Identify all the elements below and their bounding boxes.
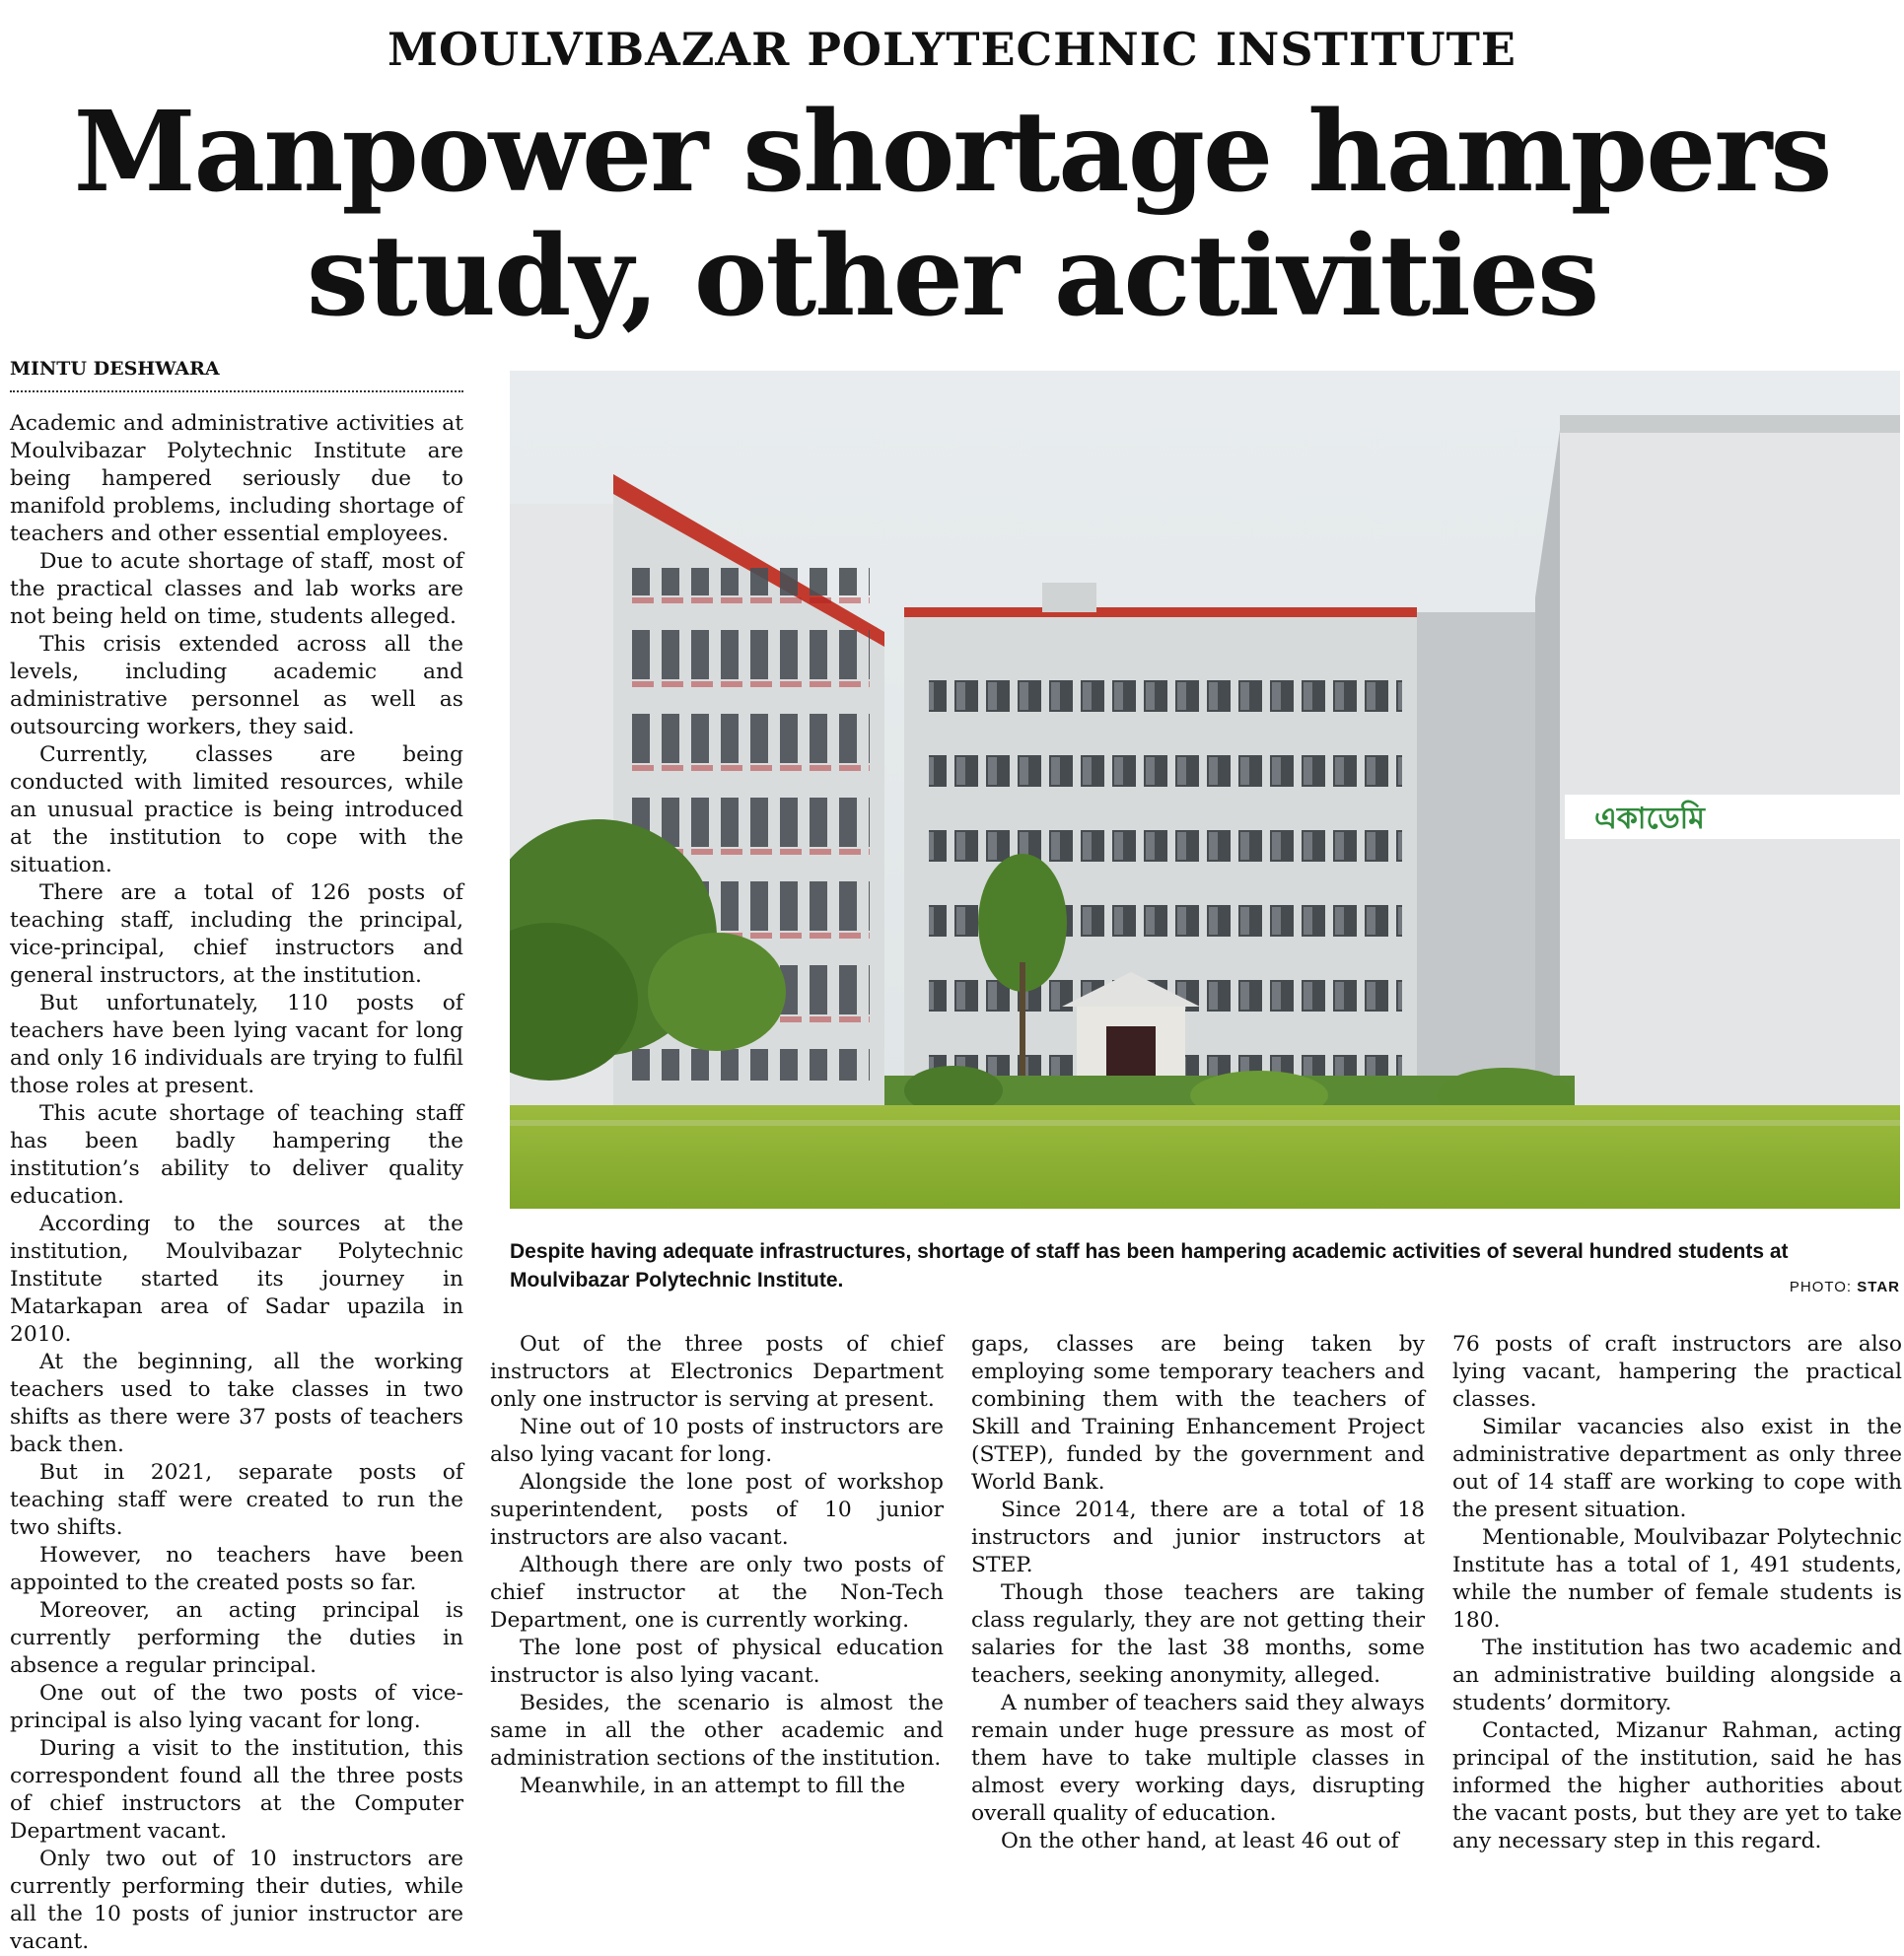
headline <box>0 88 1904 341</box>
paragraph: Although there are only two posts of chief instructor at the Non-Tech Department, one is currently working. <box>490 1553 944 1633</box>
photo-credit-label: PHOTO: <box>1789 1279 1853 1295</box>
paragraph: A number of teachers said they always remain under huge pressure as most of them have to take multiple classes in almost every working days, disrupting overall quality of education. <box>971 1691 1425 1826</box>
paragraph: Out of the three posts of chief instructors at Electronics Department only one instructor is serving at present. <box>490 1332 944 1412</box>
paragraph: According to the sources at the institution, Moulvibazar Polytechnic Institute started its journey in Matarkapan area of Sadar upazila in 2010. <box>10 1212 463 1347</box>
article-column-1 <box>10 410 463 1956</box>
paragraph: The lone post of physical education instructor is also lying vacant. <box>490 1636 944 1688</box>
paragraph: Though those teachers are taking class regularly, they are not getting their salaries for the last 38 months, some teachers, seeking anonymity, alleged. <box>971 1580 1425 1688</box>
paragraph: One out of the two posts of vice-principal is also lying vacant for long. <box>10 1681 463 1733</box>
article-column-4 <box>1452 1331 1902 1855</box>
photo-credit-source: STAR <box>1857 1279 1900 1295</box>
building-sign-text: একাডেমি <box>1594 802 1705 836</box>
photo-credit <box>1790 1279 1900 1295</box>
paragraph: Nine out of 10 posts of instructors are also lying vacant for long. <box>490 1415 944 1467</box>
paragraph: Only two out of 10 instructors are currently performing their duties, while all the 10 posts of junior instructor are vacant. <box>10 1847 463 1954</box>
paragraph: Academic and administrative activities at Moulvibazar Polytechnic Institute are being hampered seriously due to manifold problems, including shortage of teachers and other essential employees. <box>10 411 463 546</box>
photo-caption: Despite having adequate infrastructures, shortage of staff has been hampering academic activities of several hundred students at Moulvibazar Polytechnic Institute. <box>510 1240 1789 1292</box>
paragraph: However, no teachers have been appointed to the created posts so far. <box>10 1543 463 1595</box>
headline-line-2: study, other activities <box>306 212 1598 341</box>
paragraph: Since 2014, there are a total of 18 instructors and junior instructors at STEP. <box>971 1498 1425 1577</box>
paragraph: Due to acute shortage of staff, most of the practical classes and lab works are not being held on time, students alleged. <box>10 549 463 629</box>
paragraph: During a visit to the institution, this correspondent found all the three posts of chief instructors at the Computer Department vacant. <box>10 1736 463 1844</box>
paragraph: Moreover, an acting principal is currently performing the duties in absence a regular principal. <box>10 1598 463 1678</box>
paragraph: Contacted, Mizanur Rahman, acting principal of the institution, said he has informed the higher authorities about the vacant posts, but they are yet to take any necessary step in this regard. <box>1452 1718 1902 1853</box>
paragraph: 76 posts of craft instructors are also lying vacant, hampering the practical classes. <box>1452 1332 1902 1412</box>
paragraph: This acute shortage of teaching staff has been badly hampering the institution’s ability to deliver quality education. <box>10 1101 463 1209</box>
article-column-3 <box>971 1331 1425 1855</box>
byline: MINTU DESHWARA <box>10 357 463 392</box>
paragraph: The institution has two academic and an administrative building alongside a students’ dormitory. <box>1452 1636 1902 1715</box>
article-column-2 <box>490 1331 944 1800</box>
paragraph: At the beginning, all the working teachers used to take classes in two shifts as there were 37 posts of teachers back then. <box>10 1350 463 1457</box>
paragraph: Meanwhile, in an attempt to fill the <box>520 1774 906 1798</box>
paragraph: On the other hand, at least 46 out of <box>1001 1829 1399 1853</box>
paragraph: But in 2021, separate posts of teaching staff were created to run the two shifts. <box>10 1460 463 1540</box>
paragraph: Currently, classes are being conducted with limited resources, while an unusual practice is being introduced at the institution to cope with the situation. <box>10 742 463 877</box>
article-photo <box>510 371 1900 1209</box>
paragraph: Alongside the lone post of workshop superintendent, posts of 10 junior instructors are also vacant. <box>490 1470 944 1550</box>
paragraph: There are a total of 126 posts of teaching staff, including the principal, vice-principal, chief instructors and general instructors, at the institution. <box>10 880 463 988</box>
paragraph: Mentionable, Moulvibazar Polytechnic Institute has a total of 1, 491 students, while the number of female students is 180. <box>1452 1525 1902 1633</box>
paragraph: Similar vacancies also exist in the administrative department as only three out of 14 staff are working to cope with the present situation. <box>1452 1415 1902 1522</box>
paragraph: But unfortunately, 110 posts of teachers have been lying vacant for long and only 16 individuals are trying to fulfil those roles at present. <box>10 991 463 1098</box>
paragraph: Besides, the scenario is almost the same in all the other academic and administration sections of the institution. <box>490 1691 944 1771</box>
headline-line-1: Manpower shortage hampers <box>73 88 1831 217</box>
paragraph: This crisis extended across all the levels, including academic and administrative personnel as well as outsourcing workers, they said. <box>10 632 463 739</box>
section-kicker: MOULVIBAZAR POLYTECHNIC INSTITUTE <box>388 23 1516 76</box>
paragraph: gaps, classes are being taken by employing some temporary teachers and combining them with the teachers of Skill and Training Enhancement Project (STEP), funded by the government and World Bank. <box>971 1332 1425 1495</box>
